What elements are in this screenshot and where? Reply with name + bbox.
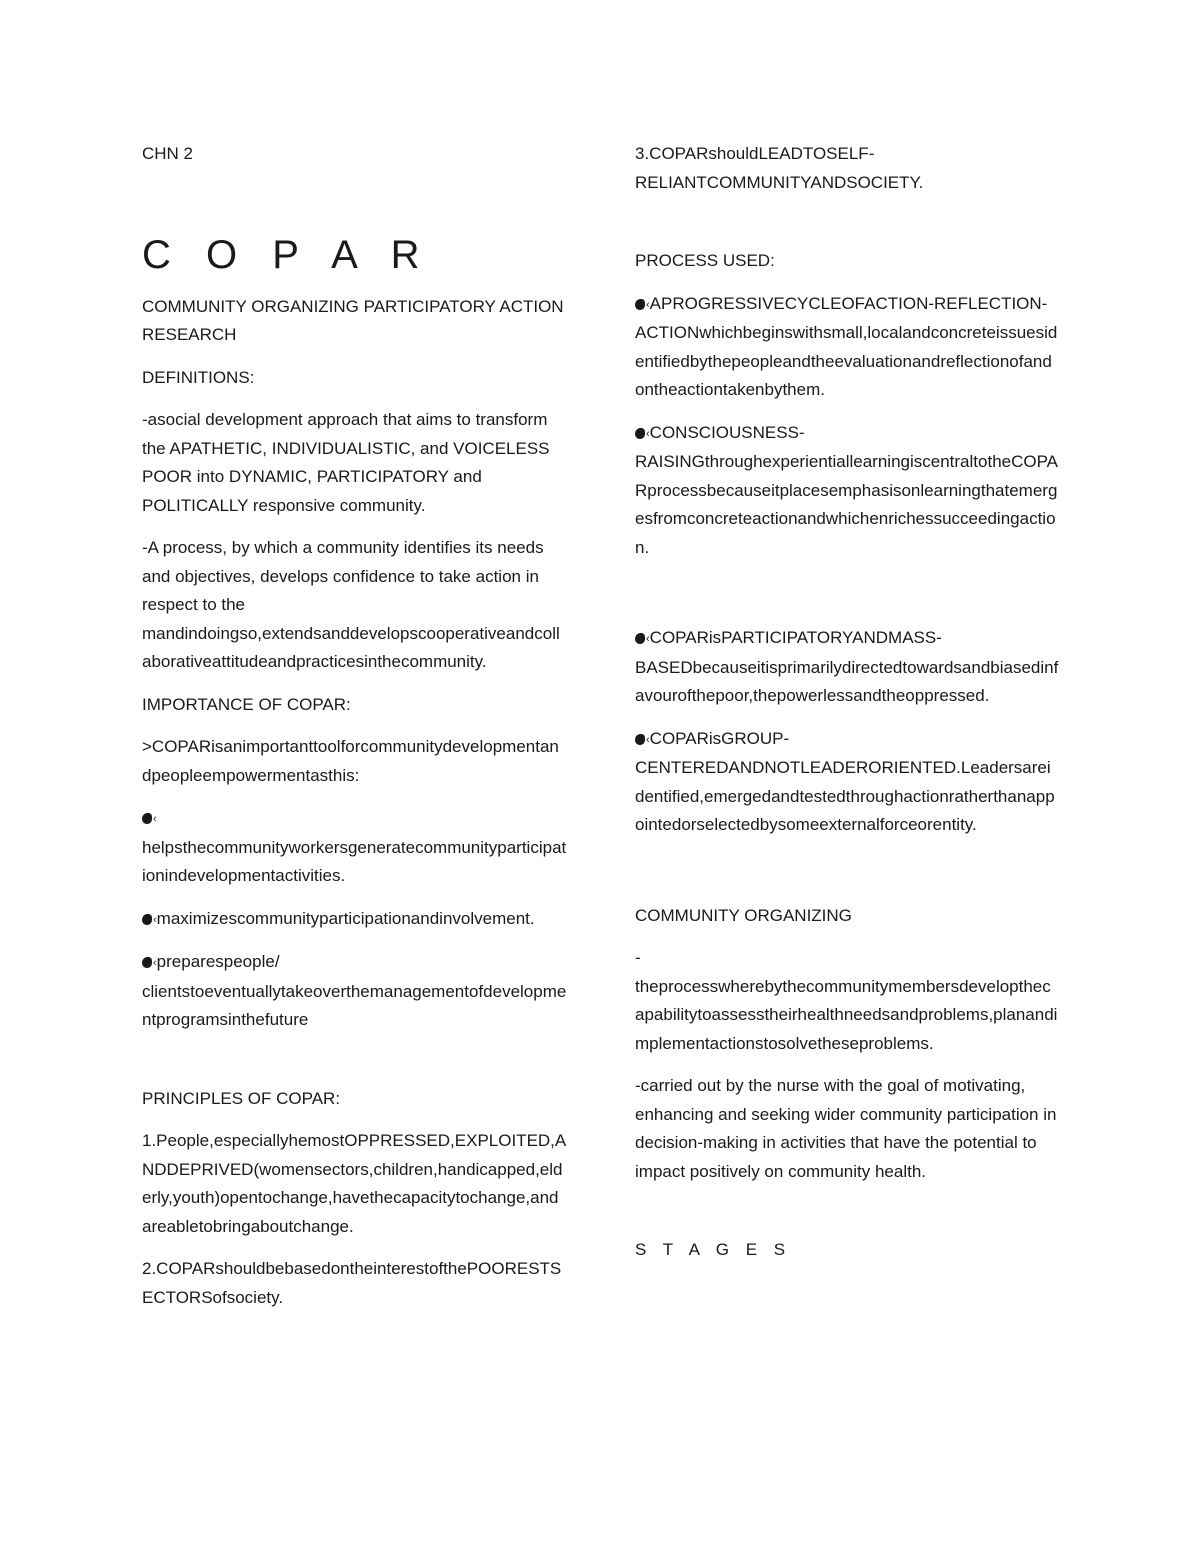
- bullet-icon: [635, 633, 645, 644]
- spacer: [635, 854, 1060, 902]
- course-label: CHN 2: [142, 144, 194, 163]
- document-subtitle: COMMUNITY ORGANIZING PARTICIPATORY ACTION RESEARCH: [142, 296, 564, 344]
- bullet-tail-icon: ‹: [153, 957, 157, 969]
- importance-item: [142, 948, 567, 1035]
- bullet-tail-icon: ‹: [153, 913, 157, 926]
- co-definition-2: -carried out by the nurse with the goal of motivating, enhancing and seeking wider community participation in decision-making in activities that have the potential to impact positively on community health.: [635, 1076, 1057, 1181]
- co-definition-1: theprocesswherebythecommunitymembersdevelopthecapabilitytoassesstheirhealthneedsandproblems,planandimplementactionstosolvetheseproblems.: [635, 976, 1058, 1053]
- process-item-text: APROGRESSIVECYCLEOFACTION-REFLECTION-ACTIONwhichbeginswithsmall,localandconcreteissuesidentifiedbythepeopleandtheevaluationandreflectionofandontheactiontakenbythem.: [635, 293, 1058, 399]
- process-item-text: COPARisPARTICIPATORYANDMASS-BASEDbecauseitisprimarilydirectedtowardsandbiasedinfavourofthepoor,thepowerlessandtheoppressed.: [635, 628, 1059, 705]
- importance-item-text: helpsthecommunityworkersgeneratecommunityparticipationindevelopmentactivities.: [142, 837, 567, 885]
- importance-item-text: preparespeople/ clientstoeventuallytakeoverthemanagementofdevelopmentprogramsinthefuture: [142, 952, 567, 1029]
- importance-heading: IMPORTANCE OF COPAR:: [142, 694, 351, 714]
- co-dash: -: [635, 948, 641, 967]
- process-item: [635, 624, 1060, 711]
- definition-paragraph-2: -A process, by which a community identifies its needs and objectives, develops confidence to take action in respect to the mandindoingso,extendsanddevelopscooperativeandcollaborativeattitudeandpracticesinthecommunity.: [142, 538, 560, 671]
- principle-3: 3.COPARshouldLEADTOSELF-RELIANTCOMMUNITYANDSOCIETY.: [635, 144, 924, 192]
- document-title: C O P A R: [142, 232, 432, 277]
- process-item: [635, 419, 1060, 563]
- bullet-icon: [142, 914, 152, 925]
- importance-intro: >COPARisanimportanttoolforcommunitydevelopmentandpeopleempowermentasthis:: [142, 737, 559, 785]
- bullet-tail-icon: ‹: [646, 633, 650, 645]
- spacer: [635, 576, 1060, 624]
- process-item: [635, 290, 1060, 405]
- bullet-tail-icon: ‹: [153, 813, 157, 825]
- process-heading: PROCESS USED:: [635, 251, 775, 270]
- principles-heading: PRINCIPLES OF COPAR:: [142, 1088, 341, 1108]
- definitions-heading: DEFINITIONS:: [142, 367, 255, 387]
- definition-paragraph-1: -asocial development approach that aims to transform the APATHETIC, INDIVIDUALISTIC, and VOICELESS POOR into DYNAMIC, PARTICIPATORY and POLITICALLY responsive community.: [142, 410, 550, 515]
- bullet-icon: [142, 813, 152, 824]
- bullet-icon: [635, 299, 645, 310]
- principle-1: 1.People,especiallyhemostOPPRESSED,EXPLOITED,ANDDEPRIVED(womensectors,children,handicapped,elderly,youth)opentochange,havethecapacitytochange,andareabletobringaboutchange.: [142, 1131, 567, 1236]
- bullet-tail-icon: ‹: [646, 298, 650, 311]
- importance-item-text: maximizescommunityparticipationandinvolvement.: [156, 908, 535, 928]
- bullet-icon: [142, 957, 152, 968]
- bullet-icon: [635, 734, 645, 745]
- community-organizing-heading: COMMUNITY ORGANIZING: [635, 905, 852, 925]
- importance-item: [142, 804, 567, 891]
- bullet-icon: [635, 428, 645, 439]
- spacer: [635, 211, 1060, 247]
- stages-heading: S T A G E S: [635, 1240, 792, 1259]
- process-item-text: COPARisGROUP-CENTEREDANDNOTLEADERORIENTED.Leadersareidentified,emergedandtestedthroughactionratherthanappointedorselectedbysomeexternalforceorentity.: [635, 728, 1055, 834]
- spacer: [635, 1200, 1060, 1236]
- process-item-text: CONSCIOUSNESS-RAISINGthroughexperientiallearningiscentraltotheCOPARprocessbecauseitplacesemphasisonlearningthatemergesfromconcreteactionandwhichenrichessucceedingaction.: [635, 422, 1059, 557]
- importance-item: [142, 905, 567, 935]
- process-item: [635, 725, 1060, 840]
- principle-2: 2.COPARshouldbebasedontheinterestofthePOORESTSECTORSofsociety.: [142, 1259, 562, 1307]
- spacer: [142, 1049, 567, 1085]
- right-column: [635, 140, 1060, 1279]
- bullet-tail-icon: ‹: [646, 733, 650, 746]
- left-column: [142, 140, 567, 1326]
- bullet-tail-icon: ‹: [646, 427, 650, 440]
